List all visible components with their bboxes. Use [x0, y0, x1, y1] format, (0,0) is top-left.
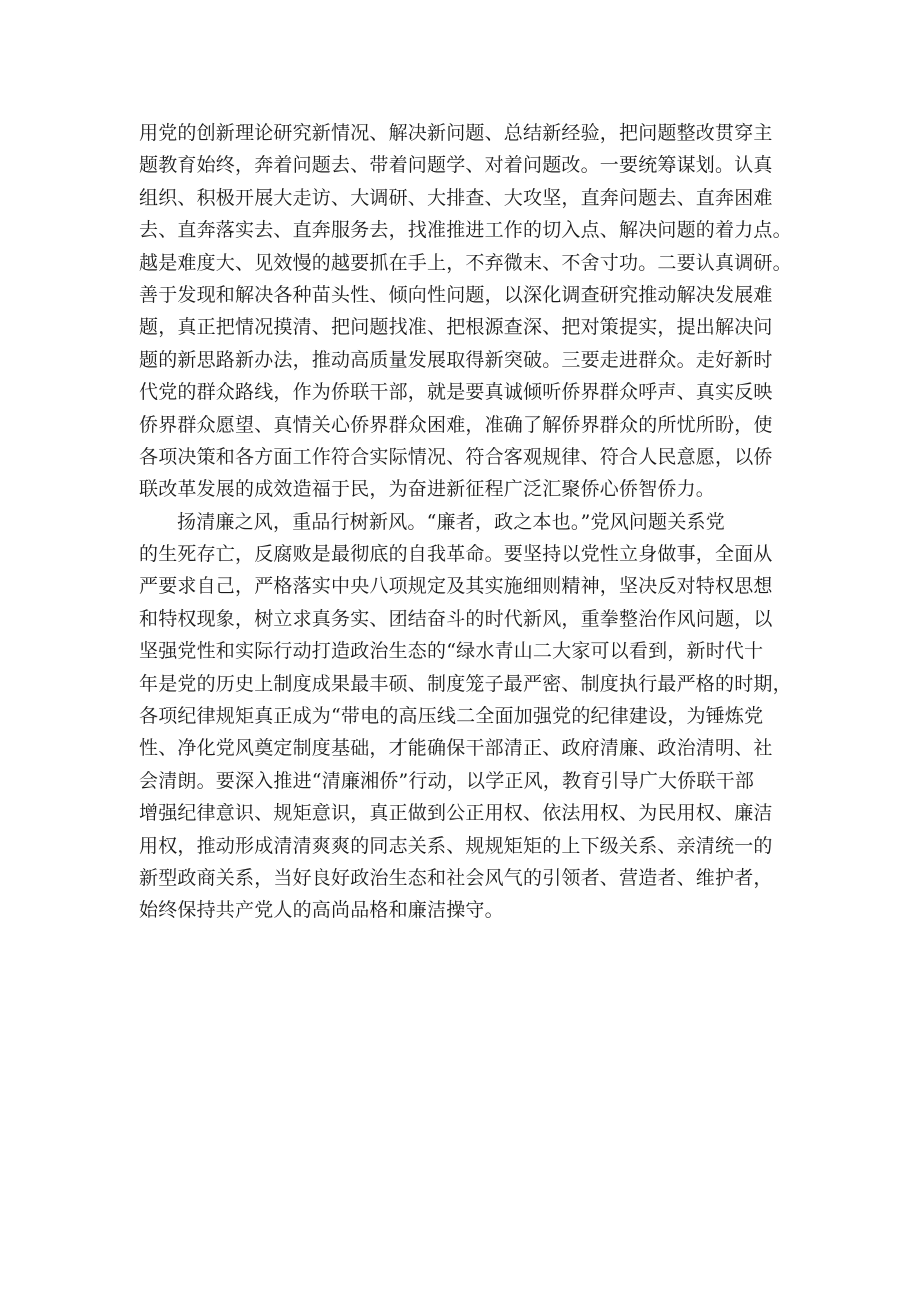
text-line: 严要求自己，严格落实中央八项规定及其实施细则精神，坚决反对特权思想 [139, 575, 773, 598]
text-line: 代党的群众路线，作为侨联干部，就是要真诚倾听侨界群众呼声、真实反映 [139, 381, 773, 404]
text-line: 年是党的历史上制度成果最丰硕、制度笼子最严密、制度执行最严格的时期， [139, 672, 792, 695]
text-line: 坚强党性和实际行动打造政治生态的“绿水青山二大家可以看到，新时代十 [139, 640, 764, 663]
document-body [139, 117, 799, 927]
text-line: 性、净化党风奠定制度基础，才能确保干部清正、政府清廉、政治清明、社 [139, 737, 773, 760]
text-line: 题的新思路新办法，推动高质量发展取得新突破。三要走进群众。走好新时 [139, 348, 773, 371]
text-line: 题教育始终，奔着问题去、带着问题学、对着问题改。一要统筹谋划。认真 [139, 154, 773, 177]
text-line: 去、直奔落实去、直奔服务去，找准推进工作的切入点、解决问题的着力点。 [139, 219, 792, 242]
text-line: 侨界群众愿望、真情关心侨界群众困难，准确了解侨界群众的所忧所盼，使 [139, 413, 773, 436]
text-line: 善于发现和解决各种苗头性、倾向性问题，以深化调查研究推动解决发展难 [139, 283, 773, 306]
text-line: 增强纪律意识、规矩意识，真正做到公正用权、依法用权、为民用权、廉洁 [139, 802, 773, 825]
text-line: 组织、积极开展大走访、大调研、大排查、大攻坚，直奔问题去、直奔困难 [139, 186, 773, 209]
text-line: 的生死存亡，反腐败是最彻底的自我革命。要坚持以党性立身做事，全面从 [139, 543, 773, 566]
paragraph-1 [139, 117, 799, 506]
paragraph-2 [139, 506, 799, 927]
text-line: 新型政商关系，当好良好政治生态和社会风气的引领者、营造者、维护者， [139, 866, 773, 889]
text-line: 用权，推动形成清清爽爽的同志关系、规规矩矩的上下级关系、亲清统一的 [139, 834, 773, 857]
text-line: 题，真正把情况摸清、把问题找准、把根源查深、把对策提实，提出解决问 [139, 316, 773, 339]
text-line: 越是难度大、见效慢的越要抓在手上，不弃微末、不舍寸功。二要认真调研。 [139, 251, 792, 274]
text-line: 联改革发展的成效造福于民，为奋进新征程广泛汇聚侨心侨智侨力。 [139, 478, 716, 501]
text-line: 各项决策和各方面工作符合实际情况、符合客观规律、符合人民意愿，以侨 [139, 445, 773, 468]
text-line-indented: 扬清廉之风，重品行树新风。“廉者，政之本也。”党风问题关系党 [177, 510, 725, 533]
text-line: 各项纪律规矩真正成为“带电的高压线二全面加强党的纪律建设，为锤炼党 [139, 705, 764, 728]
text-line: 用党的创新理论研究新情况、解决新问题、总结新经验，把问题整改贯穿主 [139, 122, 773, 144]
text-line: 和特权现象，树立求真务实、团结奋斗的时代新风，重拳整治作风问题，以 [139, 607, 773, 630]
text-line: 始终保持共产党人的高尚品格和廉洁操守。 [139, 899, 504, 922]
text-line: 会清朗。要深入推进“清廉湘侨”行动，以学正风，教育引导广大侨联干部 [139, 769, 755, 792]
